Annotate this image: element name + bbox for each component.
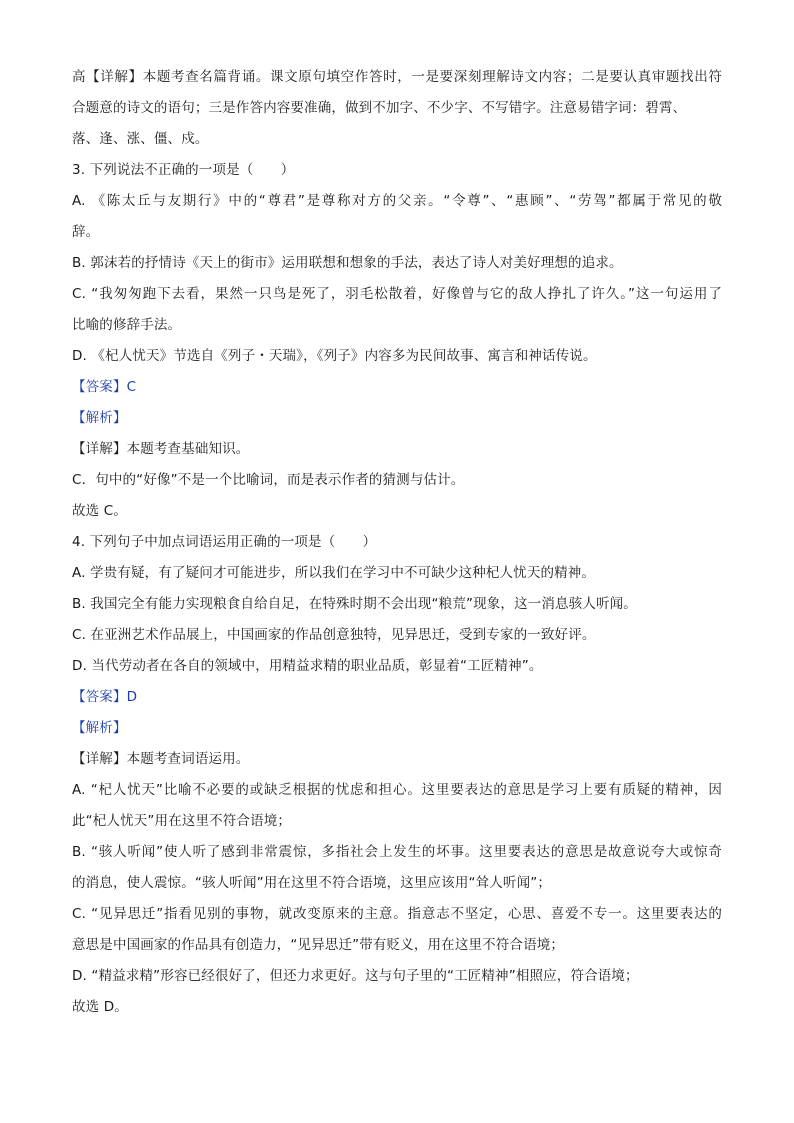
text-line: A. “杞人忧天”比喻不必要的或缺乏根据的忧虑和担心。这里要表达的意思是学习上要有质疑的精神，因 [72, 782, 722, 798]
text-line: 辞。 [72, 224, 100, 240]
question-3-option-a: A. 《陈太丘与友期行》中的“尊君”是尊称对方的父亲。“令尊”、“惠顾”、“劳驾”都属于常见的敬 [72, 193, 722, 209]
text-line: D. “精益求精”形容已经很好了，但还力求更好。这与句子里的“工匠精神”相照应，符合语境； [72, 968, 639, 984]
analysis-label: 【解析】 [72, 720, 127, 736]
text-line: 的消息，使人震惊。“骇人听闻”用在这里不符合语境，这里应该用“耸人听闻”； [72, 875, 552, 891]
text-line: B. “骇人听闻”使人听了感到非常震惊，多指社会上发生的坏事。这里要表达的意思是故意说夸大或惊奇 [72, 844, 722, 860]
analysis-label: 【解析】 [72, 410, 127, 426]
question-3-option-c: C. “我匆匆跑下去看，果然一只鸟是死了，羽毛松散着，好像曾与它的敌人挣扎了许久。”这一句运用了 [72, 286, 722, 302]
text-line: 落、逢、涨、僵、戍。 [72, 131, 209, 147]
question-4-option-d: D. 当代劳动者在各自的领域中，用精益求精的职业品质，彰显着“工匠精神”。 [72, 658, 543, 674]
text-line: C. “见异思迁”指看见别的事物，就改变原来的主意。指意志不坚定，心思、喜爱不专一。这里要表达的 [72, 906, 722, 922]
text-line: 比喻的修辞手法。 [72, 317, 182, 333]
answer-label: 【答案】C [72, 379, 137, 395]
question-3-stem: 3. 下列说法不正确的一项是（ ） [72, 162, 295, 178]
question-4-stem: 4. 下列句子中加点词语运用正确的一项是（ ） [72, 534, 377, 550]
question-3-option-d: D. 《杞人忧天》节选自《列子・天瑞》，《列子》内容多为民间故事、寓言和神话传说。 [72, 348, 597, 364]
document-page [72, 62, 722, 1023]
detail-line: 【详解】本题考查基础知识。 [72, 441, 250, 457]
text-line: 此“杞人忧天”用在这里不符合语境； [72, 813, 292, 829]
text-line: 故选 D。 [72, 999, 128, 1015]
question-4-option-a: A. 学贵有疑，有了疑问才可能进步，所以我们在学习中不可缺少这种杞人忧天的精神。 [72, 565, 596, 581]
text-line: 意思是中国画家的作品具有创造力，“见异思迁”带有贬义，用在这里不符合语境； [72, 937, 565, 953]
detail-line: 【详解】本题考查词语运用。 [72, 751, 250, 767]
question-4-option-b: B. 我国完全有能力实现粮食自给自足，在特殊时期不会出现“粮荒”现象，这一消息骇人听闻。 [72, 596, 637, 612]
text-line: C．句中的“好像”不是一个比喻词，而是表示作者的猜测与估计。 [72, 472, 465, 488]
question-4-option-c: C. 在亚洲艺术作品展上，中国画家的作品创意独特，见异思迁，受到专家的一致好评。 [72, 627, 596, 643]
text-line: 故选 C。 [72, 503, 127, 519]
text-line: 高【详解】本题考查名篇背诵。课文原句填空作答时，一是要深刻理解诗文内容；二是要认真审题找出符 [72, 69, 722, 85]
text-line: 合题意的诗文的语句；三是作答内容要准确，做到不加字、不少字、不写错字。注意易错字词：碧霄、 [72, 100, 687, 116]
question-3-option-b: B. 郭沫若的抒情诗《天上的街市》运用联想和想象的手法，表达了诗人对美好理想的追求。 [72, 255, 623, 271]
answer-label: 【答案】D [72, 689, 138, 705]
